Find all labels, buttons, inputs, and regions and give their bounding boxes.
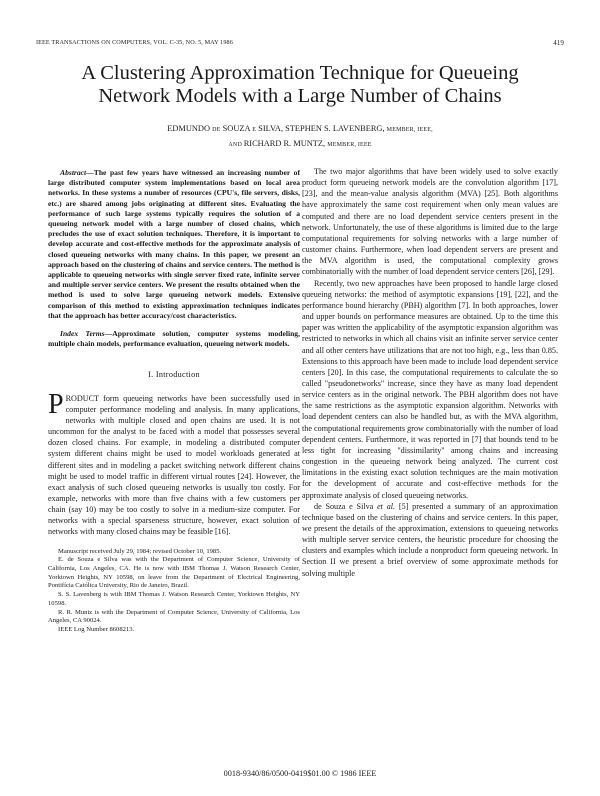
body-paragraph: The two major algorithms that have been widely used to solve exactly product form queueing network models are the convolution algorithm [17], [23], and the mean-value analysis algorithm (MVA) [25]. Both algorithms have approximately the same cost requirement when only mean values are computed and there are no load dependent service centers present in the network. Unfortunately, the use of these algorithms is limited due to the large computational requirements for solving networks with a large number of customer chains. Furthermore, when load dependent servers are present and the MVA algorithm is used, the computational complexity grows combinatorially with the number of load dependent service centers [26], [29]. [302,167,558,277]
author-block [40,122,560,152]
footnote-author-1: E. de Souza e Silva was with the Department of Computer Science, University of California, Los Angeles, CA. He is now with IBM Thomas J. Watson Research Center, Yorktown Heights, NY 10598, on leave from the Department of Electrical Engineering, Pontifícia Católica University, Rio de Janeiro, Brazil. [48,556,300,590]
author-name-part: RICHARD R. MUNTZ, [243,139,328,148]
right-column [302,166,558,579]
left-column [48,168,300,635]
drop-cap: P [48,388,64,420]
paper-title [20,62,580,108]
author-name-part: EDMUNDO [167,124,213,133]
footnote-author-2: S. S. Lavenberg is with IBM Thomas J. Watson Research Center, Yorktown Heights, NY 10598. [48,591,300,607]
page-number: 419 [553,39,564,47]
body-text: de Souza e Silva [314,501,378,511]
author-particle: DE [212,127,221,133]
abstract [48,168,300,321]
intro-paragraph [48,388,300,538]
body-paragraph: Recently, two new approaches have been proposed to handle large closed queueing networks: the method of asymptotic expansions [19], [22], and the performance bound hierarchy (PBH) algorithm [7]. In both approaches, lower and upper bounds on performance measures are obtained. Up to the time this paper was written the applicability of the asymptotic expansion algorithm was restricted to networks in which all chains visit an infinite server service center and all other centers have utilizations that are not too high, e.g., less than 0.85. Extensions to this approach have been made to include load dependent service centers [20]. In this case, the computational requirements to calculate the so called "pseudonetworks" increase, since they have as many load dependent service centers as in the original network. The PBH algorithm does not have the same restrictions as the asymptotic expansion algorithm. Networks with load dependent centers can also be handled but, as with the MVA algorithm, the computational requirements grow combinatorially with the number of load dependent centers. Furthermore, it was reported in [7] that bounds tend to be less tight for increasing "dissimilarity" among chains and increasing congestion in the queueing network being analyzed. The current cost limitations in the existing exact solution techniques are the main motivation for the development of accurate and cost-effective methods for the approximate analysis of closed queueing networks. [302,278,558,500]
body-text: [5] presented a summary of an approximation technique based on the clustering of chains and service centers. In this paper, we present the details of the approximation, extensions to queueing networks with multiple server service centers, the heuristic procedure for choosing the clusters and examples which include a nonproduct form queueing network. In Section II we present a brief overview of some approximate methods for solving multiple [302,501,558,578]
abstract-paragraph [48,168,300,321]
title-line-1: A Clustering Approximation Technique for Queueing [81,62,519,84]
index-terms [48,329,300,349]
journal-header: IEEE TRANSACTIONS ON COMPUTERS, VOL. C-35, NO. 5, MAY 1986 [36,39,233,46]
title-line-2: Network Models with a Large Number of Chains [98,85,502,107]
abstract-text: —The past few years have witnessed an increasing number of large distributed computer system implementations based on local area networks. In these systems a number of resources (CPU's, file servers, disks, etc.) are shared among jobs originating at different sites. Evaluating the performance of such large systems typically requires the solution of a queueing network model with a large number of closed chains, which precludes the use of exact solution techniques. Therefore, it is important to develop accurate and cost-effective methods for the approximate analysis of closed queueing networks with many chains. In this paper, we present an approach based on the clustering of chains and service centers. The method is applicable to queueing networks with single server fixed rate, infinite server and multiple server service centers. We present the results obtained when the method is used to solve large queueing network models. Extensive comparison of this method to existing approximation techniques indicates that the approach has better accuracy/cost characteristics. [48,168,300,320]
footnote-log-number: IEEE Log Number 8608213. [58,625,135,633]
index-terms-label: Index Terms [60,329,105,339]
running-header [36,39,564,51]
author-membership: MEMBER, IEEE, [386,127,433,133]
author-line-2 [40,137,560,152]
author-name-part: SOUZA [220,124,253,133]
index-terms-text: —Approximate solution, computer systems modeling, multiple chain models, performance evaluation, queueing network models. [48,329,300,349]
author-particle: E [252,127,257,133]
et-al: et al. [377,501,396,511]
body-paragraph [302,501,558,579]
copyright-footer: 0018-9340/86/0500-0419$01.00 © 1986 IEEE [223,769,377,778]
author-membership: MEMBER, IEEE [327,142,372,148]
author-line-1 [40,122,560,137]
intro-text: RODUCT form queueing networks have been successfully used in computer performance modeling and analysis. In many applications, networks with multiple closed and open chains are used. It is not uncommon for the analyst to be faced with a model that possesses several dozen closed chains. For example, in modeling a distributed computer system different chains might be used to model workloads generated at different sites and in modeling a packet switching network different chains might be used to model traffic in different virtual routes [24]. However, the exact analysis of such closed queueing networks is usually too costly. For example, networks with more than five chains with a few customers per chain (say 10) may be too costly to solve in a medium-size computer. For networks with a special sparseness structure, however, exact solution of networks with many closed chains may be feasible [16]. [48,393,300,537]
section-heading: I. Introduction [148,370,200,380]
footnotes [48,548,300,635]
footnote-author-3: R. R. Muntz is with the Department of Computer Science, University of California, Los Angeles, CA 90024. [48,608,300,625]
introduction [48,388,300,538]
abstract-label: Abstract [60,168,87,177]
footnote-received: Manuscript received July 29, 1984; revised October 10, 1985. [58,547,222,555]
author-name-part: SILVA, STEPHEN S. LAVENBERG, [256,124,387,133]
author-conjunction: AND [228,142,244,148]
